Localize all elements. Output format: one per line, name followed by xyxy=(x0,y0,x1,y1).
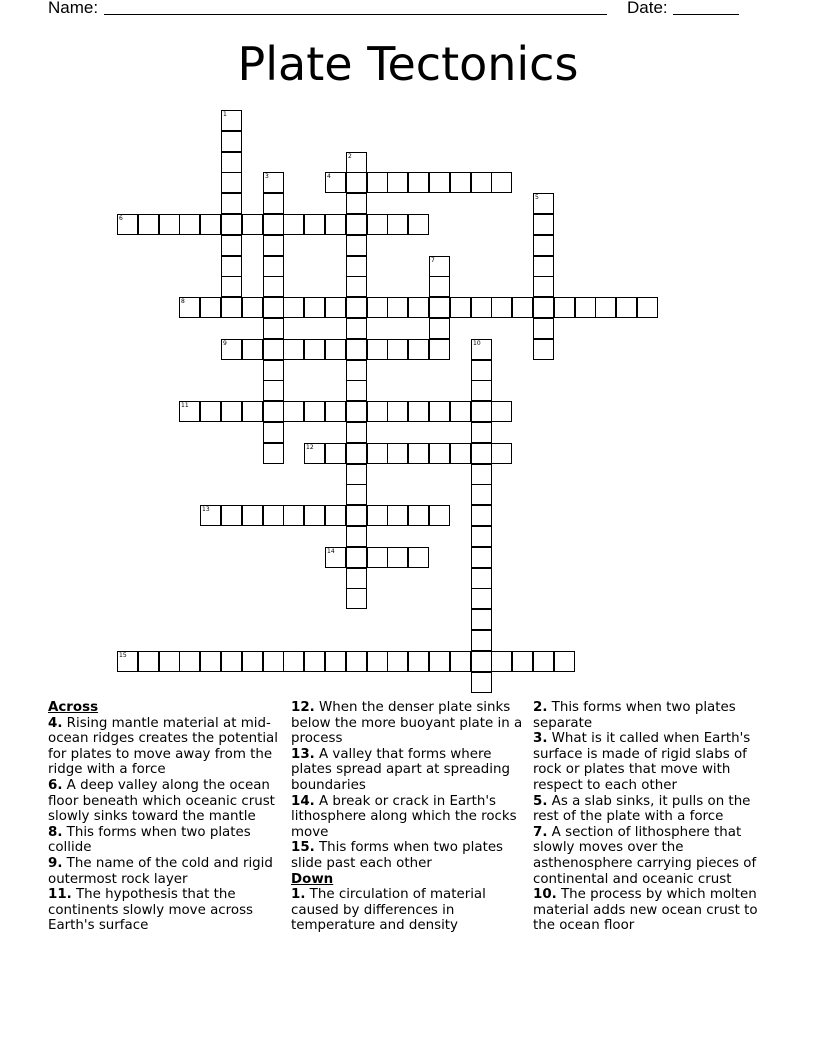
crossword-cell[interactable] xyxy=(575,297,596,318)
crossword-cell[interactable] xyxy=(346,360,367,381)
crossword-cell[interactable] xyxy=(263,256,284,277)
crossword-cell[interactable] xyxy=(367,297,388,318)
crossword-cell[interactable] xyxy=(325,651,346,672)
crossword-cell[interactable] xyxy=(429,276,450,297)
crossword-cell[interactable] xyxy=(450,172,471,193)
crossword-cell[interactable] xyxy=(533,276,554,297)
crossword-cell[interactable] xyxy=(346,380,367,401)
clue-number: 9. xyxy=(48,855,63,871)
crossword-cell[interactable] xyxy=(179,651,200,672)
crossword-cell[interactable] xyxy=(221,297,242,318)
crossword-cell[interactable] xyxy=(179,297,200,318)
crossword-cell[interactable] xyxy=(221,505,242,526)
crossword-cell[interactable] xyxy=(346,484,367,505)
crossword-cell[interactable] xyxy=(408,339,429,360)
crossword-cell[interactable] xyxy=(367,401,388,422)
across-heading: Across xyxy=(48,700,99,715)
crossword-cell[interactable] xyxy=(283,297,304,318)
crossword-cell[interactable] xyxy=(263,172,284,193)
cell-number: 10 xyxy=(473,340,481,347)
crossword-cell[interactable] xyxy=(491,297,512,318)
crossword-cell[interactable] xyxy=(408,297,429,318)
name-blank-line xyxy=(104,14,607,15)
crossword-cell[interactable] xyxy=(471,380,492,401)
crossword-cell[interactable] xyxy=(387,297,408,318)
crossword-cell[interactable] xyxy=(429,172,450,193)
crossword-cell[interactable] xyxy=(263,318,284,339)
crossword-cell[interactable] xyxy=(304,401,325,422)
crossword-cell[interactable] xyxy=(408,505,429,526)
crossword-cell[interactable] xyxy=(242,651,263,672)
crossword-cell[interactable] xyxy=(304,339,325,360)
crossword-cell[interactable] xyxy=(429,339,450,360)
crossword-cell[interactable] xyxy=(221,193,242,214)
crossword-cell[interactable] xyxy=(221,276,242,297)
clues-column-2 xyxy=(291,700,527,934)
crossword-cell[interactable] xyxy=(471,464,492,485)
crossword-cell[interactable] xyxy=(346,651,367,672)
crossword-cell[interactable] xyxy=(159,214,180,235)
crossword-cell[interactable] xyxy=(242,401,263,422)
crossword-cell[interactable] xyxy=(367,339,388,360)
clue-across-11 xyxy=(48,887,284,934)
crossword-cell[interactable] xyxy=(263,276,284,297)
crossword-cell[interactable] xyxy=(512,651,533,672)
crossword-cell[interactable] xyxy=(408,172,429,193)
crossword-cell[interactable] xyxy=(304,651,325,672)
crossword-cell[interactable] xyxy=(533,214,554,235)
crossword-cell[interactable] xyxy=(471,484,492,505)
clue-number: 6. xyxy=(48,777,63,793)
crossword-cell[interactable] xyxy=(200,401,221,422)
clue-across-9 xyxy=(48,856,284,887)
crossword-cell[interactable] xyxy=(325,297,346,318)
crossword-cell[interactable] xyxy=(263,505,284,526)
crossword-cell[interactable] xyxy=(637,297,658,318)
cell-number: 2 xyxy=(348,153,352,160)
crossword-cell[interactable] xyxy=(346,526,367,547)
crossword-cell[interactable] xyxy=(200,297,221,318)
crossword-cell[interactable] xyxy=(346,152,367,173)
crossword-cell[interactable] xyxy=(429,651,450,672)
clue-across-14 xyxy=(291,794,527,841)
crossword-cell[interactable] xyxy=(283,651,304,672)
crossword-cell[interactable] xyxy=(346,339,367,360)
crossword-cell[interactable] xyxy=(346,235,367,256)
crossword-cell[interactable] xyxy=(387,651,408,672)
crossword-cell[interactable] xyxy=(533,651,554,672)
crossword-cell[interactable] xyxy=(242,297,263,318)
crossword-cell[interactable] xyxy=(346,297,367,318)
crossword-cell[interactable] xyxy=(471,339,492,360)
clue-text: The process by which molten material adds new ocean crust to the ocean floor xyxy=(533,887,758,934)
crossword-cell[interactable] xyxy=(221,152,242,173)
crossword-cell[interactable] xyxy=(138,214,159,235)
crossword-cell[interactable] xyxy=(554,297,575,318)
crossword-cell[interactable] xyxy=(221,172,242,193)
crossword-cell[interactable] xyxy=(263,193,284,214)
crossword-cell[interactable] xyxy=(221,110,242,131)
crossword-cell[interactable] xyxy=(221,214,242,235)
cell-number: 7 xyxy=(431,257,435,264)
crossword-cell[interactable] xyxy=(387,214,408,235)
crossword-cell[interactable] xyxy=(263,401,284,422)
crossword-cell[interactable] xyxy=(491,401,512,422)
crossword-cell[interactable] xyxy=(387,547,408,568)
crossword-cell[interactable] xyxy=(200,214,221,235)
clue-text: When the denser plate sinks below the more buoyant plate in a process xyxy=(291,700,523,747)
clue-number: 1. xyxy=(291,887,306,903)
crossword-cell[interactable] xyxy=(221,401,242,422)
crossword-cell[interactable] xyxy=(263,214,284,235)
crossword-cell[interactable] xyxy=(471,401,492,422)
clue-text: A section of lithosphere that slowly moves over the asthenosphere carrying pieces of continental and oceanic crust xyxy=(533,824,757,887)
crossword-cell[interactable] xyxy=(242,505,263,526)
name-label: Name: xyxy=(48,0,99,17)
crossword-cell[interactable] xyxy=(450,651,471,672)
clue-number: 15. xyxy=(291,840,315,856)
crossword-cell[interactable] xyxy=(367,214,388,235)
clue-across-4 xyxy=(48,716,284,778)
crossword-cell[interactable] xyxy=(117,214,138,235)
cell-number: 14 xyxy=(327,548,335,555)
crossword-cell[interactable] xyxy=(221,235,242,256)
cell-number: 12 xyxy=(306,444,314,451)
crossword-cell[interactable] xyxy=(533,256,554,277)
crossword-cell[interactable] xyxy=(283,401,304,422)
crossword-cell[interactable] xyxy=(367,651,388,672)
date-blank-line xyxy=(673,14,739,15)
crossword-cell[interactable] xyxy=(325,401,346,422)
crossword-cell[interactable] xyxy=(471,422,492,443)
crossword-cell[interactable] xyxy=(471,172,492,193)
page-title: Plate Tectonics xyxy=(237,37,579,91)
crossword-cell[interactable] xyxy=(616,297,637,318)
crossword-cell[interactable] xyxy=(471,672,492,693)
crossword-cell[interactable] xyxy=(346,401,367,422)
clue-number: 2. xyxy=(533,700,548,715)
crossword-cell[interactable] xyxy=(491,443,512,464)
crossword-cell[interactable] xyxy=(346,256,367,277)
crossword-cell[interactable] xyxy=(263,297,284,318)
crossword-cell[interactable] xyxy=(304,214,325,235)
crossword-cell[interactable] xyxy=(325,443,346,464)
clue-number: 8. xyxy=(48,824,63,840)
clue-across-6 xyxy=(48,778,284,825)
crossword-cell[interactable] xyxy=(429,443,450,464)
crossword-cell[interactable] xyxy=(179,401,200,422)
crossword-cell[interactable] xyxy=(346,276,367,297)
crossword-cell[interactable] xyxy=(346,318,367,339)
crossword-cell[interactable] xyxy=(346,568,367,589)
crossword-cell[interactable] xyxy=(263,443,284,464)
crossword-cell[interactable] xyxy=(387,443,408,464)
clue-text: A deep valley along the ocean floor beneath which oceanic crust slowly sinks toward the mantle xyxy=(48,777,275,825)
crossword-cell[interactable] xyxy=(554,651,575,672)
crossword-cell[interactable] xyxy=(533,235,554,256)
crossword-cell[interactable] xyxy=(346,422,367,443)
clue-across-12 xyxy=(291,700,527,747)
cell-number: 1 xyxy=(223,111,227,118)
crossword-cell[interactable] xyxy=(263,339,284,360)
clue-text: A valley that forms where plates spread apart at spreading boundaries xyxy=(291,746,511,793)
crossword-cell[interactable] xyxy=(595,297,616,318)
crossword-cell[interactable] xyxy=(533,339,554,360)
crossword-cell[interactable] xyxy=(471,609,492,630)
clue-across-15 xyxy=(291,840,527,871)
crossword-cell[interactable] xyxy=(471,588,492,609)
crossword-cell[interactable] xyxy=(346,193,367,214)
crossword-cell[interactable] xyxy=(429,297,450,318)
crossword-cell[interactable] xyxy=(471,360,492,381)
crossword-cell[interactable] xyxy=(471,547,492,568)
crossword-cell[interactable] xyxy=(471,297,492,318)
crossword-cell[interactable] xyxy=(533,318,554,339)
clue-text: The name of the cold and rigid outermost rock layer xyxy=(48,855,273,887)
crossword-cell[interactable] xyxy=(283,339,304,360)
clue-number: 4. xyxy=(48,715,63,731)
crossword-cell[interactable] xyxy=(325,172,346,193)
crossword-cell[interactable] xyxy=(304,505,325,526)
clue-number: 10. xyxy=(533,887,557,903)
clue-down-5 xyxy=(533,794,771,825)
crossword-cell[interactable] xyxy=(367,547,388,568)
cell-number: 4 xyxy=(327,173,331,180)
cell-number: 15 xyxy=(119,652,127,659)
date-label: Date: xyxy=(627,0,668,17)
crossword-cell[interactable] xyxy=(263,360,284,381)
crossword-cell[interactable] xyxy=(325,339,346,360)
cell-number: 8 xyxy=(181,298,185,305)
crossword-cell[interactable] xyxy=(408,214,429,235)
crossword-cell[interactable] xyxy=(346,505,367,526)
clue-number: 12. xyxy=(291,700,315,715)
crossword-cell[interactable] xyxy=(346,443,367,464)
header-line xyxy=(48,0,768,20)
crossword-cell[interactable] xyxy=(512,297,533,318)
crossword-cell[interactable] xyxy=(471,443,492,464)
clues-column-1 xyxy=(48,700,284,934)
clue-down-3 xyxy=(533,731,771,793)
cell-number: 13 xyxy=(202,506,210,513)
crossword-cell[interactable] xyxy=(491,651,512,672)
crossword-cell[interactable] xyxy=(179,214,200,235)
crossword-cell[interactable] xyxy=(471,651,492,672)
crossword-cell[interactable] xyxy=(429,318,450,339)
crossword-cell[interactable] xyxy=(263,422,284,443)
clue-text: A break or crack in Earth's lithosphere along which the rocks move xyxy=(291,793,517,840)
crossword-cell[interactable] xyxy=(387,339,408,360)
crossword-cell[interactable] xyxy=(533,193,554,214)
crossword-cell[interactable] xyxy=(408,401,429,422)
crossword-cell[interactable] xyxy=(491,172,512,193)
crossword-cell[interactable] xyxy=(325,214,346,235)
clue-text: The hypothesis that the continents slowly move across Earth's surface xyxy=(48,887,254,934)
crossword-cell[interactable] xyxy=(429,256,450,277)
crossword-cell[interactable] xyxy=(263,380,284,401)
clue-down-7 xyxy=(533,825,771,887)
crossword-cell[interactable] xyxy=(346,547,367,568)
crossword-cell[interactable] xyxy=(450,297,471,318)
crossword-cell[interactable] xyxy=(408,651,429,672)
crossword-cell[interactable] xyxy=(325,505,346,526)
crossword-cell[interactable] xyxy=(471,630,492,651)
crossword-cell[interactable] xyxy=(304,443,325,464)
crossword-cell[interactable] xyxy=(221,339,242,360)
clue-text: The circulation of material caused by differences in temperature and density xyxy=(291,887,486,934)
cell-number: 5 xyxy=(535,194,539,201)
cell-number: 3 xyxy=(265,173,269,180)
crossword-cell[interactable] xyxy=(450,443,471,464)
crossword-cell[interactable] xyxy=(138,651,159,672)
crossword-cell[interactable] xyxy=(408,443,429,464)
crossword-cell[interactable] xyxy=(283,214,304,235)
clue-text: This forms when two plates slide past each other xyxy=(291,840,504,871)
crossword-cell[interactable] xyxy=(263,651,284,672)
clue-down-1 xyxy=(291,887,527,934)
clue-number: 5. xyxy=(533,793,548,809)
cell-number: 9 xyxy=(223,340,227,347)
clue-text: This forms when two plates collide xyxy=(48,824,251,856)
clue-down-2 xyxy=(533,700,771,731)
crossword-cell[interactable] xyxy=(242,214,263,235)
clue-text: What is it called when Earth's surface is made of rigid slabs of rock or plates that move with respect to each other xyxy=(533,731,751,793)
crossword-cell[interactable] xyxy=(367,172,388,193)
crossword-cell[interactable] xyxy=(117,651,138,672)
crossword-cell[interactable] xyxy=(387,401,408,422)
clue-number: 7. xyxy=(533,824,548,840)
crossword-cell[interactable] xyxy=(263,235,284,256)
clue-down-10 xyxy=(533,887,771,934)
crossword-cell[interactable] xyxy=(346,588,367,609)
crossword-cell[interactable] xyxy=(200,505,221,526)
down-heading: Down xyxy=(291,871,334,887)
crossword-cell[interactable] xyxy=(533,297,554,318)
clue-text: Rising mantle material at mid-ocean ridges creates the potential for plates to move away from the ridge with a force xyxy=(48,715,278,778)
crossword-cell[interactable] xyxy=(221,651,242,672)
clues-column-3 xyxy=(533,700,771,934)
crossword-cell[interactable] xyxy=(387,172,408,193)
crossword-cell[interactable] xyxy=(367,505,388,526)
cell-number: 11 xyxy=(181,402,189,409)
crossword-cell[interactable] xyxy=(221,131,242,152)
crossword-cell[interactable] xyxy=(346,214,367,235)
crossword-cell[interactable] xyxy=(159,651,180,672)
clue-across-13 xyxy=(291,747,527,794)
clue-number: 11. xyxy=(48,887,72,903)
clue-across-8 xyxy=(48,825,284,856)
crossword-cell[interactable] xyxy=(450,401,471,422)
crossword-cell[interactable] xyxy=(200,651,221,672)
crossword-cell[interactable] xyxy=(283,505,304,526)
crossword-cell[interactable] xyxy=(429,401,450,422)
crossword-cell[interactable] xyxy=(304,297,325,318)
crossword-cell[interactable] xyxy=(408,547,429,568)
crossword-cell[interactable] xyxy=(325,547,346,568)
cell-number: 6 xyxy=(119,215,123,222)
clue-number: 13. xyxy=(291,746,315,762)
crossword-cell[interactable] xyxy=(387,505,408,526)
crossword-cell[interactable] xyxy=(346,464,367,485)
clue-text: This forms when two plates separate xyxy=(533,700,736,731)
crossword-cell[interactable] xyxy=(346,172,367,193)
crossword-cell[interactable] xyxy=(367,443,388,464)
crossword-cell[interactable] xyxy=(429,505,450,526)
clue-text: As a slab sinks, it pulls on the rest of the plate with a force xyxy=(533,793,751,825)
clue-number: 14. xyxy=(291,793,315,809)
crossword-cell[interactable] xyxy=(471,526,492,547)
crossword-cell[interactable] xyxy=(471,505,492,526)
clue-number: 3. xyxy=(533,731,548,747)
crossword-cell[interactable] xyxy=(242,339,263,360)
crossword-cell[interactable] xyxy=(471,568,492,589)
crossword-cell[interactable] xyxy=(221,256,242,277)
